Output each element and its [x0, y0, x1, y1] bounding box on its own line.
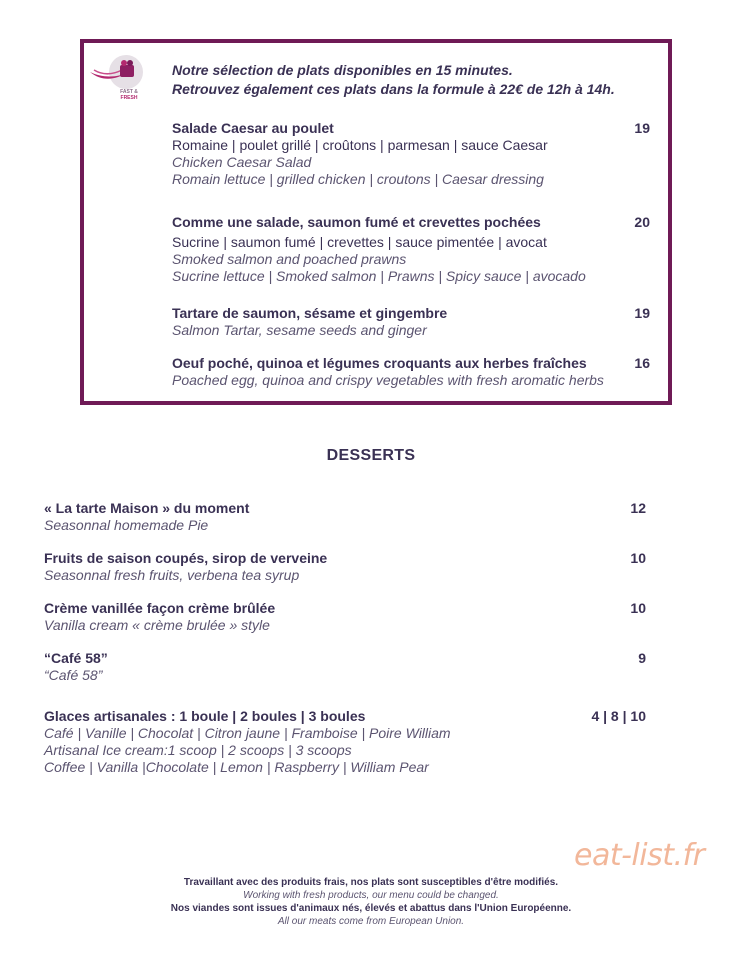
item-name-en: Smoked salmon and poached prawns — [172, 251, 407, 267]
item-name-en: Vanilla cream « crème brulée » style — [44, 617, 270, 633]
item-flavors-en: Coffee | Vanilla |Chocolate | Lemon | Raspberry | William Pear — [44, 759, 429, 775]
item-price: 20 — [634, 214, 650, 230]
footer-notice — [0, 876, 742, 928]
dessert-item — [44, 500, 648, 534]
menu-item — [172, 355, 650, 389]
item-name-en: Artisanal Ice cream:1 scoop | 2 scoops | 3 scoops — [44, 742, 352, 758]
item-name-en: Poached egg, quinoa and crispy vegetables with fresh aromatic herbs — [172, 372, 604, 388]
item-name-en: Seasonnal homemade Pie — [44, 517, 209, 533]
item-name-en: Salmon Tartar, sesame seeds and ginger — [172, 322, 427, 338]
logo-text — [112, 89, 146, 101]
dessert-item — [44, 600, 648, 634]
item-name: “Café 58” — [44, 650, 108, 666]
footer-line-4: All our meats come from European Union. — [277, 916, 465, 927]
item-name: Oeuf poché, quinoa et légumes croquants aux herbes fraîches — [172, 355, 587, 371]
logo-line-fresh: FRESH — [120, 95, 138, 101]
item-price: 4 | 8 | 10 — [591, 708, 646, 724]
item-name: « La tarte Maison » du moment — [44, 500, 250, 516]
item-name: Fruits de saison coupés, sirop de verveine — [44, 550, 328, 566]
item-name-en: Seasonnal fresh fruits, verbena tea syrup — [44, 567, 300, 583]
section-title-desserts: DESSERTS — [326, 447, 416, 464]
intro-line-2: Retrouvez également ces plats dans la formule à 22€ de 12h à 14h. — [172, 81, 615, 97]
dessert-item — [44, 650, 648, 684]
item-price: 16 — [634, 355, 650, 371]
item-name: Glaces artisanales : 1 boule | 2 boules | 3 boules — [44, 708, 366, 724]
footer-line-1: Travaillant avec des produits frais, nos plats sont susceptibles d'être modifiés. — [183, 877, 559, 888]
item-name: Salade Caesar au poulet — [172, 120, 334, 136]
intro-line-1: Notre sélection de plats disponibles en 15 minutes. — [172, 62, 513, 78]
intro-text — [172, 61, 652, 99]
menu-item — [172, 120, 650, 188]
item-price: 10 — [630, 600, 646, 616]
item-description-fr: Romaine | poulet grillé | croûtons | parmesan | sauce Caesar — [172, 137, 548, 153]
menu-item — [172, 305, 650, 339]
item-price: 19 — [634, 305, 650, 321]
item-price: 19 — [634, 120, 650, 136]
item-name: Crème vanillée façon crème brûlée — [44, 600, 276, 616]
menu-item — [172, 214, 650, 285]
item-description-en: Sucrine lettuce | Smoked salmon | Prawns | Spicy sauce | avocado — [172, 268, 586, 284]
item-description-fr: Sucrine | saumon fumé | crevettes | sauce pimentée | avocat — [172, 234, 547, 250]
item-flavors-fr: Café | Vanille | Chocolat | Citron jaune | Framboise | Poire William — [44, 725, 451, 741]
item-name-en: Chicken Caesar Salad — [172, 154, 312, 170]
item-name: Tartare de saumon, sésame et gingembre — [172, 305, 448, 321]
watermark: eat-list.fr — [574, 838, 705, 873]
dessert-item — [44, 708, 648, 776]
item-price: 10 — [630, 550, 646, 566]
item-description-en: Romain lettuce | grilled chicken | croutons | Caesar dressing — [172, 171, 544, 187]
item-name: Comme une salade, saumon fumé et crevettes pochées — [172, 214, 541, 230]
footer-line-2: Working with fresh products, our menu could be changed. — [243, 890, 499, 901]
item-name-en: “Café 58” — [44, 667, 103, 683]
item-price: 9 — [638, 650, 646, 666]
dessert-item — [44, 550, 648, 584]
logo-line-fast: FAST & — [120, 89, 138, 95]
footer-line-3: Nos viandes sont issues d'animaux nés, élevés et abattus dans l'Union Européenne. — [170, 903, 572, 914]
item-price: 12 — [630, 500, 646, 516]
